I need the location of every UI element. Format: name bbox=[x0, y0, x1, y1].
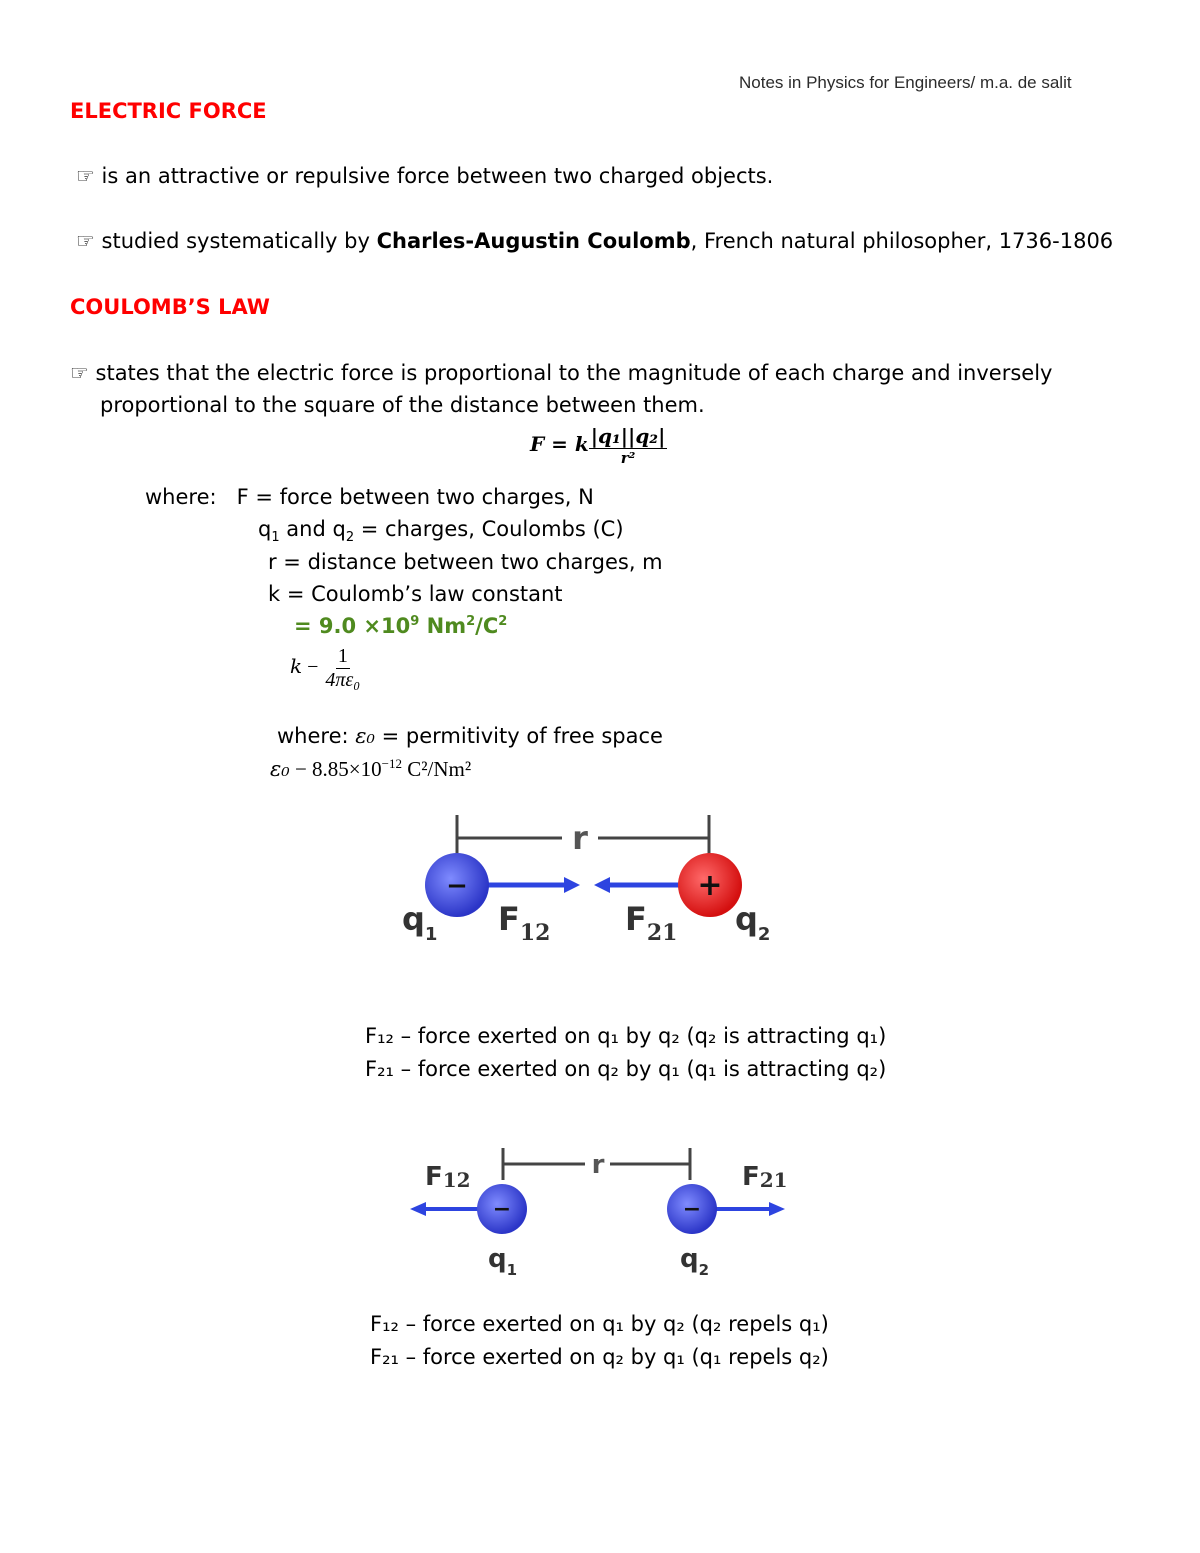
f12-arrowhead bbox=[564, 877, 580, 893]
coulomb-name: Charles-Augustin Coulomb bbox=[376, 229, 691, 253]
law-statement-line-1 bbox=[70, 361, 1052, 385]
bullet-text-pre: studied systematically by bbox=[101, 229, 377, 253]
k-value-unit-exp2: 2 bbox=[498, 614, 508, 629]
f21-arrowhead bbox=[594, 877, 610, 893]
q1-sign: − bbox=[492, 1197, 512, 1222]
q2-label bbox=[735, 900, 770, 945]
k-value-unit-b: /C bbox=[475, 614, 499, 638]
repel-caption-2: F₂₁ – force exerted on q₂ by q₁ (q₁ repels q₂) bbox=[370, 1345, 829, 1369]
perm-value-unit: C²/Nm² bbox=[401, 757, 472, 781]
k-formula-lhs: k bbox=[290, 654, 303, 679]
where-label: where: bbox=[145, 485, 217, 509]
f21-label-sub: 21 bbox=[759, 1168, 788, 1192]
attraction-diagram bbox=[390, 805, 790, 965]
formula-lhs: F bbox=[530, 432, 545, 456]
f12-label bbox=[425, 1162, 471, 1192]
f12-arrowhead bbox=[410, 1202, 426, 1216]
q2-sign: − bbox=[682, 1197, 702, 1222]
f12-label-main: F bbox=[498, 900, 520, 938]
definition-constant: k = Coulomb’s law constant bbox=[268, 582, 563, 606]
attract-caption-1: F₁₂ – force exerted on q₁ by q₂ (q₂ is attracting q₁) bbox=[365, 1024, 887, 1048]
q2-label bbox=[680, 1244, 709, 1279]
definition-distance: r = distance between two charges, m bbox=[268, 550, 663, 574]
q1-sign: − bbox=[446, 871, 468, 901]
perm-value-eq: − 8.85×10 bbox=[289, 757, 382, 781]
k-formula-den: 4πε₀ bbox=[325, 669, 361, 691]
attract-caption-2: F₂₁ – force exerted on q₂ by q₁ (q₁ is attracting q₂) bbox=[365, 1057, 887, 1081]
f21-arrowhead bbox=[769, 1202, 785, 1216]
perm-value-lhs: ε₀ bbox=[270, 757, 290, 781]
k-value-pre: = 9.0 ×10 bbox=[294, 614, 411, 638]
bullet-text: is an attractive or repulsive force between two charged objects. bbox=[101, 164, 774, 188]
force-definition: F = force between two charges, N bbox=[236, 485, 594, 509]
f12-label-main: F bbox=[425, 1162, 443, 1192]
f21-label bbox=[742, 1162, 788, 1192]
q-def-pre: q bbox=[258, 517, 272, 541]
page-header: Notes in Physics for Engineers/ m.a. de salit bbox=[739, 73, 1072, 92]
epsilon-symbol: ε₀ bbox=[355, 724, 375, 748]
pointing-hand-icon: ☞ bbox=[76, 229, 95, 253]
q2-label-sub: 2 bbox=[757, 924, 771, 945]
q1-label-sub: 1 bbox=[506, 1261, 518, 1279]
k-formula-eq: − bbox=[302, 656, 324, 679]
bullet-item-definition bbox=[76, 164, 773, 188]
coulomb-formula bbox=[530, 424, 667, 467]
perm-where-label: where: bbox=[277, 724, 356, 748]
law-statement-text: states that the electric force is proportional to the magnitude of each charge and inversely bbox=[95, 361, 1053, 385]
k-value-unit-a: Nm bbox=[419, 614, 467, 638]
q2-label-main: q bbox=[735, 900, 758, 938]
law-statement-line-2: proportional to the square of the distance between them. bbox=[100, 393, 705, 417]
pointing-hand-icon: ☞ bbox=[76, 164, 95, 188]
definition-force bbox=[145, 485, 594, 509]
formula-numerator: |q₁||q₂| bbox=[590, 424, 666, 448]
k-formula-fraction bbox=[323, 645, 362, 692]
q1-label-main: q bbox=[402, 900, 425, 938]
f12-label-sub: 12 bbox=[442, 1168, 471, 1192]
q2-label-main: q bbox=[680, 1244, 699, 1274]
f21-label bbox=[625, 900, 677, 946]
bullet-text-post: , French natural philosopher, 1736-1806 bbox=[690, 229, 1114, 253]
f21-label-main: F bbox=[625, 900, 647, 938]
bullet-item-coulomb bbox=[76, 229, 1113, 253]
q1-label-main: q bbox=[488, 1244, 507, 1274]
q1-label-sub: 1 bbox=[424, 924, 438, 945]
q1-label bbox=[402, 900, 437, 945]
perm-value-exp: −12 bbox=[381, 756, 402, 771]
permittivity-definition bbox=[277, 724, 663, 748]
q1-label bbox=[488, 1244, 517, 1279]
q-def-sub1: 1 bbox=[271, 530, 280, 546]
f12-label-sub: 12 bbox=[519, 920, 551, 946]
pointing-hand-icon: ☞ bbox=[70, 361, 89, 385]
k-value-exp: 9 bbox=[410, 614, 420, 629]
k-value-unit-exp: 2 bbox=[466, 614, 476, 629]
k-formula bbox=[290, 645, 362, 692]
f21-label-main: F bbox=[742, 1162, 760, 1192]
q-def-post: = charges, Coulombs (C) bbox=[354, 517, 624, 541]
formula-k: k bbox=[574, 432, 589, 456]
perm-text: = permitivity of free space bbox=[374, 724, 663, 748]
formula-denominator: r² bbox=[620, 449, 636, 467]
constant-value bbox=[294, 614, 507, 638]
f12-label bbox=[498, 900, 550, 946]
q-def-mid: and q bbox=[279, 517, 346, 541]
q2-sign: + bbox=[697, 868, 723, 903]
q2-label-sub: 2 bbox=[698, 1261, 710, 1279]
permittivity-value bbox=[270, 757, 471, 782]
coulombs-law-heading: COULOMB’S LAW bbox=[70, 295, 270, 319]
f21-label-sub: 21 bbox=[646, 920, 678, 946]
r-label: r bbox=[572, 819, 588, 857]
r-label: r bbox=[591, 1150, 605, 1180]
repel-caption-1: F₁₂ – force exerted on q₁ by q₂ (q₂ repels q₁) bbox=[370, 1312, 829, 1336]
k-formula-num: 1 bbox=[337, 645, 348, 667]
q-def-sub2: 2 bbox=[345, 530, 355, 546]
formula-equals: = bbox=[544, 432, 575, 456]
definition-charges bbox=[258, 517, 624, 546]
formula-fraction bbox=[589, 424, 668, 467]
repulsion-diagram bbox=[400, 1140, 800, 1290]
electric-force-heading: ELECTRIC FORCE bbox=[70, 99, 267, 123]
